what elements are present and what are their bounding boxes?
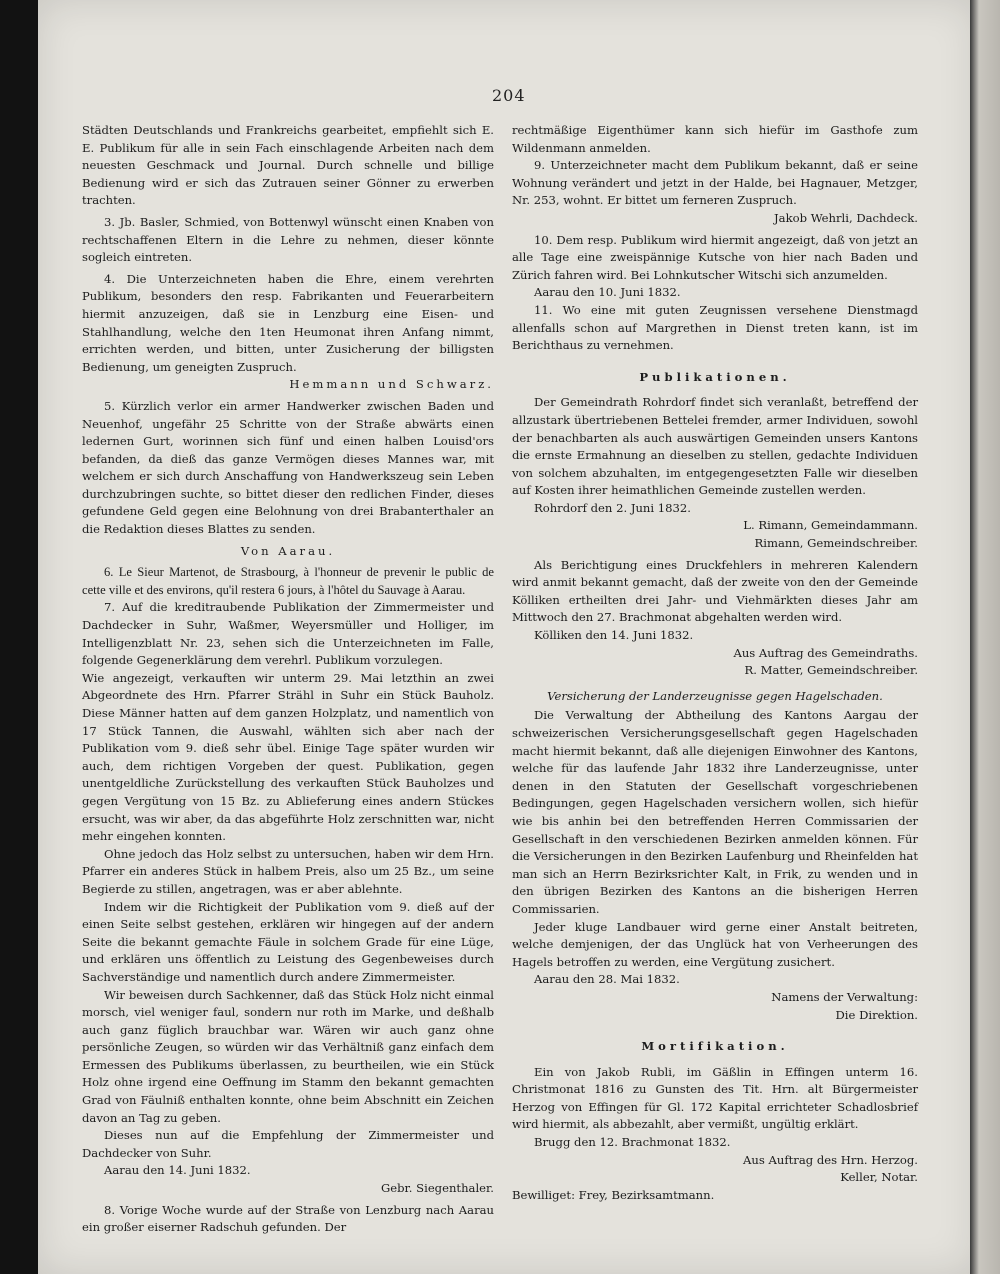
right-column-paragraph: 11. Wo eine mit guten Zeugnissen versehene Dienstmagd allenfalls schon auf Margrethen in Dienst treten kann, ist im Berichthaus zu vernehmen.: [512, 302, 918, 353]
left-column-paragraph: Gebr. Siegenthaler.: [380, 1181, 494, 1196]
left-column-paragraph: Dieses nun auf die Empfehlung der Zimmermeister und Dachdecker von Suhr.: [82, 1128, 494, 1160]
right-column-paragraph: Ein von Jakob Rubli, im Gäßlin in Effingen unterm 16. Christmonat 1816 zu Gunsten des Tit. Hrn. alt Bürgermeister Herzog von Effingen für Gl. 172 Kapital errichteter Schadlosbrief wird hiermit, als abbezahlt, aber vermißt, ungültig erklärt.: [512, 1064, 918, 1132]
left-column-paragraph: Von Aarau.: [240, 543, 336, 558]
right-column-paragraph: Die Verwaltung der Abtheilung des Kantons Aargau der schweizerischen Versicherungsgesellschaft gegen Hagelschaden macht hiermit bekannt, daß alle diejenigen Einwohner des Kantons, welche für das laufende Jahr 1832 ihre Landerzeugnisse, unter denen in den Statuten der Gesellschaft vorgeschriebenen Bedingungen, gegen Hagelschaden versichern wollen, sich hiefür wie bis anhin bei den betreffenden Herren Commissarien der Gesellschaft in den verschiedenen Bezirken anmelden können. Für die Versicherungen in den Bezirken Laufenburg und Rheinfelden hat man sich an Herrn Bezirksrichter Kalt, in Frik, zu wenden und in den übrigen Bezirken des Kantons an die bisherigen Herren Commissarien.: [512, 708, 918, 916]
right-column-paragraph: Brugg den 12. Brachmonat 1832.: [534, 1135, 731, 1150]
right-column-paragraph: 10. Dem resp. Publikum wird hiermit angezeigt, daß von jetzt an alle Tage eine zweispännige Kutsche von hier nach Baden und Zürich fahren wird. Bei Lohnkutscher Witschi sich anzumelden.: [512, 232, 918, 282]
scan-background-left: [0, 0, 38, 1274]
right-column-paragraph: Keller, Notar.: [840, 1170, 918, 1185]
right-column-paragraph: Jakob Wehrli, Dachdeck.: [774, 210, 918, 225]
left-column-paragraph: 5. Kürzlich verlor ein armer Handwerker zwischen Baden und Neuenhof, ungefähr 25 Schritte von der Straße abwärts einen ledernen Gurt, worinnen sich fünf und einen halben Louisd'ors befanden, da dieß das ganze Vermögen dieses Mannes war, mit welchem er sich durch Anschaffung von Handwerkszeug sein Leben durchzubringen suchte, so bittet dieser den redlichen Finder, dieses gefundene Geld gegen eine Belohnung von drei Brabanterthaler an die Redaktion dieses Blattes zu senden.: [82, 398, 494, 537]
right-column-paragraph: Jeder kluge Landbauer wird gerne einer Anstalt beitreten, welche demjenigen, der das Unglück hat von Verheerungen des Hagels betroffen zu werden, eine Vergütung zusichert.: [512, 919, 918, 969]
right-column-paragraph: Aarau den 10. Juni 1832.: [534, 285, 681, 300]
left-column: [82, 122, 494, 1237]
left-column-paragraph: 6. Le Sieur Martenot, de Strasbourg, à l'honneur de prevenir le public de cette ville et des environs, qu'il restera 6 jours, à l'hôtel du Sauvage à Aarau.: [82, 565, 494, 597]
right-column-paragraph: Namens der Verwaltung:: [771, 989, 918, 1004]
page-number: 204: [492, 86, 526, 105]
right-column-paragraph: L. Rimann, Gemeindammann.: [743, 518, 918, 533]
left-column-paragraph: Hemmann und Schwarz.: [289, 377, 494, 392]
left-column-paragraph: 8. Vorige Woche wurde auf der Straße von Lenzburg nach Aarau ein großer eiserner Radschuh gefunden. Der: [82, 1202, 494, 1235]
right-column-paragraph: 9. Unterzeichneter macht dem Publikum bekannt, daß er seine Wohnung verändert und jetzt in der Halde, bei Hagnauer, Metzger, Nr. 253, wohnt. Er bittet um ferneren Zuspruch.: [512, 158, 918, 208]
right-column-paragraph: Bewilliget: Frey, Bezirksamtmann.: [512, 1187, 715, 1202]
left-column-paragraph: Städten Deutschlands und Frankreichs gearbeitet, empfiehlt sich E. E. Publikum für alle in sein Fach einschlagende Arbeiten nach dem neuesten Geschmack und Journal. Durch schnelle und billige Bedienung wird er sich das Zutrauen seiner Gönner zu erwerben trachten.: [82, 123, 494, 208]
right-column-paragraph: Die Direktion.: [835, 1007, 918, 1022]
right-column: [512, 122, 918, 1204]
right-column-paragraph: R. Matter, Gemeindschreiber.: [744, 663, 918, 678]
right-column-paragraph: Rohrdorf den 2. Juni 1832.: [534, 500, 691, 515]
next-page-edge: [970, 0, 1000, 1274]
right-column-paragraph: Aarau den 28. Mai 1832.: [534, 972, 680, 987]
left-column-paragraph: Ohne jedoch das Holz selbst zu untersuchen, haben wir dem Hrn. Pfarrer ein anderes Stück in halbem Preis, also um 25 Bz., um seine Begierde zu stillen, angetragen, was er aber ablehnte.: [82, 846, 494, 896]
left-column-paragraph: Aarau den 14. Juni 1832.: [104, 1163, 251, 1178]
left-column-paragraph: 7. Auf die kreditraubende Publikation der Zimmermeister und Dachdecker in Suhr, Waßmer, Weyersmüller und Holliger, im Intelligenzblatt Nr. 23, sehen sich die Unterzeichneten im Falle, folgende Gegenerklärung dem verehrl. Publikum vorzulegen.: [82, 600, 494, 668]
left-column-paragraph: Wie angezeigt, verkauften wir unterm 29. Mai letzthin an zwei Abgeordnete des Hrn. Pfarrer Strähl in Suhr ein Stück Bauholz. Diese Männer hatten auf dem ganzen Holzplatz, und namentlich von 17 Stück Tannen, die Auswahl, wählten sich aber nach der Publikation vom 9. dieß sehr übel. Einige Tage später wurden wir auch, dem richtigen Vorgeben der quest. Publikation, gegen unentgeldliche Zurückstellung des verkauften Stück Bauholzes und gegen Vergütung von 15 Bz. zu Ablieferung eines andern Stückes ersucht, was wir aber, da das abgeführte Holz zerschnitten war, nicht mehr eingehen konnten.: [82, 670, 494, 844]
left-column-paragraph: Wir beweisen durch Sachkenner, daß das Stück Holz nicht einmal morsch, viel weniger faul, sondern nur roth im Marke, und deßhalb auch ganz füglich brauchbar war. Wären wir auch ganz ohne persönliche Zeugen, so würden wir das Verhältniß ganz einfach dem Ermessen des Publikums überlassen, zu beurtheilen, wie ein Stück Holz ohne irgend eine Oeffnung im Stamm den bekannt gemachten Grad von Fäulniß enthalten konnte, ohne beim Abschnitt ein Zeichen davon an Tag zu geben.: [82, 987, 494, 1125]
right-column-paragraph: Aus Auftrag des Gemeindraths.: [733, 645, 918, 660]
right-column-paragraph: Rimann, Gemeindschreiber.: [754, 536, 918, 551]
right-column-paragraph: Publikationen.: [639, 369, 791, 384]
right-column-paragraph: rechtmäßige Eigenthümer kann sich hiefür im Gasthofe zum Wildenmann anmelden.: [512, 123, 918, 155]
right-column-paragraph: Als Berichtigung eines Druckfehlers in mehreren Kalendern wird anmit bekannt gemacht, daß der zweite von den der Gemeinde Kölliken ertheilten drei Jahr- und Viehmärkten dieses Jahr am Mittwoch den 27. Brachmonat abgehalten werden wird.: [512, 557, 918, 625]
right-column-paragraph: Aus Auftrag des Hrn. Herzog.: [743, 1152, 918, 1167]
left-column-paragraph: Indem wir die Richtigkeit der Publikation vom 9. dieß auf der einen Seite selbst gestehen, erklären wir hingegen auf der andern Seite die bekannt gemachte Fäule in solchem Grade für eine Lüge, und erklären uns öffentlich zu Leistung des Gegenbeweises durch Sachverständige und namentlich durch andere Zimmermeister.: [82, 899, 494, 984]
left-column-paragraph: 3. Jb. Basler, Schmied, von Bottenwyl wünscht einen Knaben von rechtschaffenen Eltern in die Lehre zu nehmen, dieser könnte sogleich eintreten.: [82, 214, 494, 265]
right-column-paragraph: Kölliken den 14. Juni 1832.: [534, 628, 694, 643]
left-column-paragraph: 4. Die Unterzeichneten haben die Ehre, einem verehrten Publikum, besonders den resp. Fabrikanten und Feuerarbeitern hiermit anzuzeigen, daß sie in Lenzburg eine Eisen- und Stahlhandlung, welche den 1ten Heumonat ihren Anfang nimmt, errichten werden, und bitten, unter Zusicherung der billigsten Bedienung, um geneigten Zuspruch.: [82, 271, 494, 374]
right-column-paragraph: Versicherung der Landerzeugnisse gegen Hagelschaden.: [547, 688, 883, 703]
right-column-paragraph: Mortifikation.: [641, 1039, 789, 1054]
right-column-paragraph: Der Gemeindrath Rohrdorf findet sich veranlaßt, betreffend der allzustark übertriebenen Bettelei fremder, armer Individuen, sowohl der benachbarten als auch auswärtigen Gemeinden unsers Kantons die ernste Ermahnung an dieselben zu stellen, gedachte Individuen von solchem abzuhalten, im entgegengesetzten Falle wir dieselben auf Kosten ihrer heimathlichen Gemeinde zustellen werden.: [512, 395, 918, 498]
